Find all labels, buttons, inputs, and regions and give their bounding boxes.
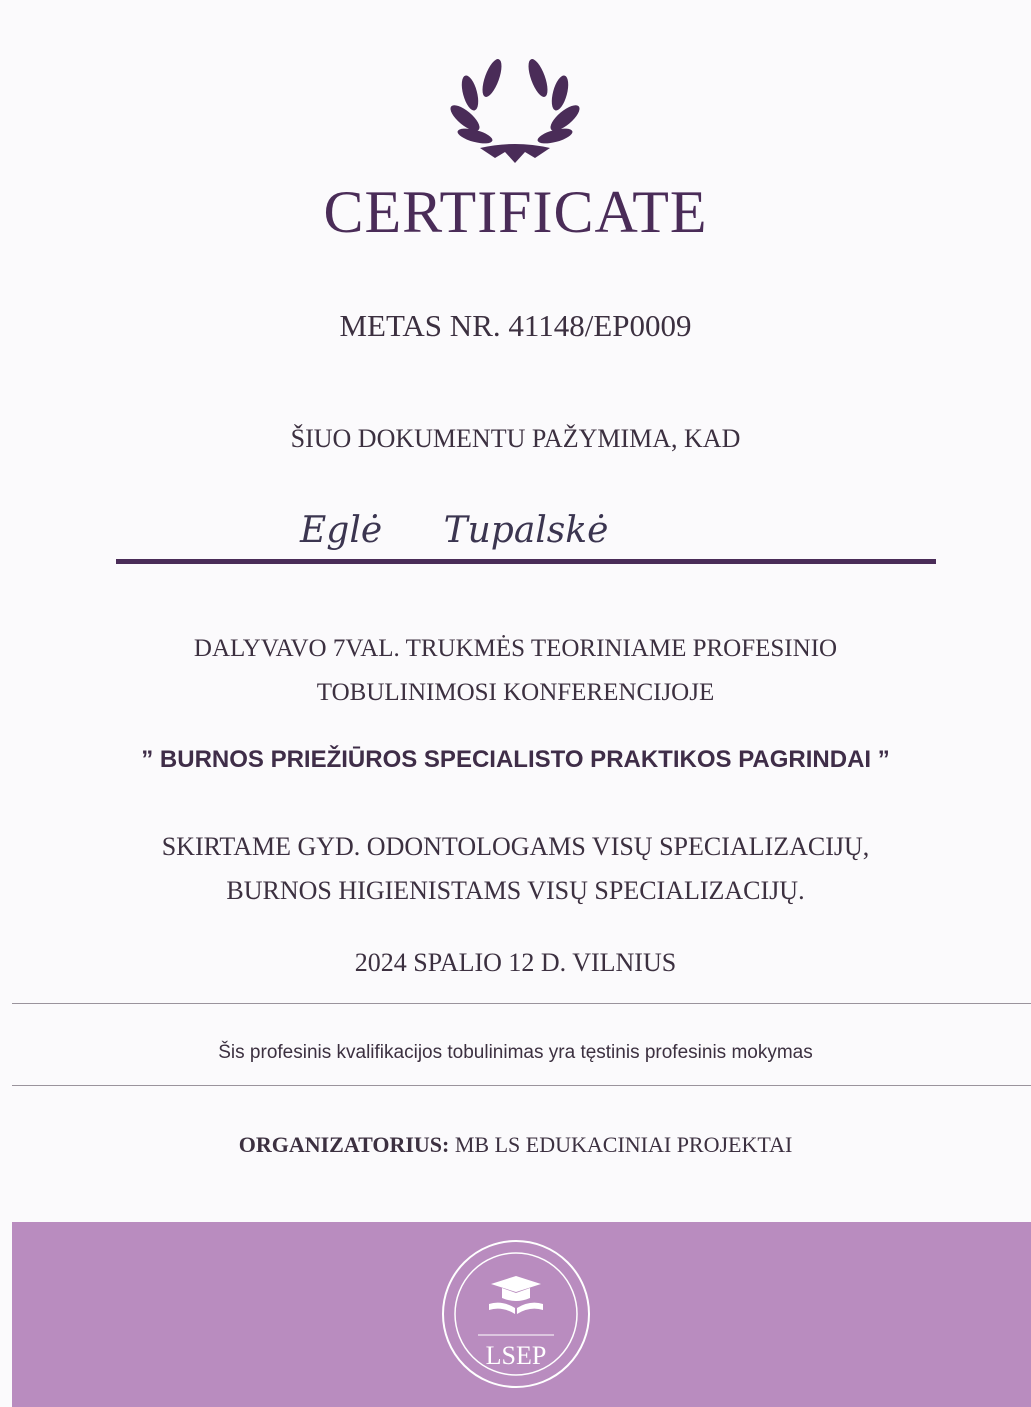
organizer — [0, 1132, 1031, 1158]
audience-text — [0, 825, 1031, 913]
certificate-title: CERTIFICATE — [323, 179, 708, 245]
course-title: ” BURNOS PRIEŽIŪROS SPECIALISTO PRAKTIKOS PAGRINDAI ” — [141, 746, 890, 773]
continuing-education-note: Šis profesinis kvalifikacijos tobulinimas yra tęstinis profesinis mokymas — [218, 1042, 813, 1063]
signature-line — [116, 559, 936, 564]
recipient-signature: Eglė Tupalskė — [300, 510, 609, 551]
laurel-wreath-icon — [440, 48, 590, 168]
lsep-logo — [436, 1232, 596, 1397]
certificate-number: METAS NR. 41148/EP0009 — [339, 308, 692, 343]
intro-text: ŠIUO DOKUMENTU PAŽYMIMA, KAD — [290, 424, 741, 453]
participation-line-2: TOBULINIMOSI KONFERENCIJOJE — [316, 679, 715, 706]
audience-line-2: BURNOS HIGIENISTAMS VISŲ SPECIALIZACIJŲ. — [226, 876, 805, 905]
organizer-label: ORGANIZATORIUS: — [238, 1132, 450, 1157]
participation-line-1: DALYVAVO 7VAL. TRUKMĖS TEORINIAME PROFESINIO — [193, 635, 838, 662]
graduation-cap-book-icon — [489, 1276, 543, 1314]
logo-text: LSEP — [485, 1341, 547, 1370]
organizer-name: MB LS EDUKACINIAI PROJEKTAI — [454, 1132, 793, 1157]
date-place: 2024 SPALIO 12 D. VILNIUS — [354, 948, 677, 977]
participation-text — [0, 627, 1031, 715]
divider-bottom — [12, 1085, 1031, 1086]
divider-top — [12, 1003, 1031, 1004]
audience-line-1: SKIRTAME GYD. ODONTOLOGAMS VISŲ SPECIALIZACIJŲ, — [161, 832, 870, 861]
